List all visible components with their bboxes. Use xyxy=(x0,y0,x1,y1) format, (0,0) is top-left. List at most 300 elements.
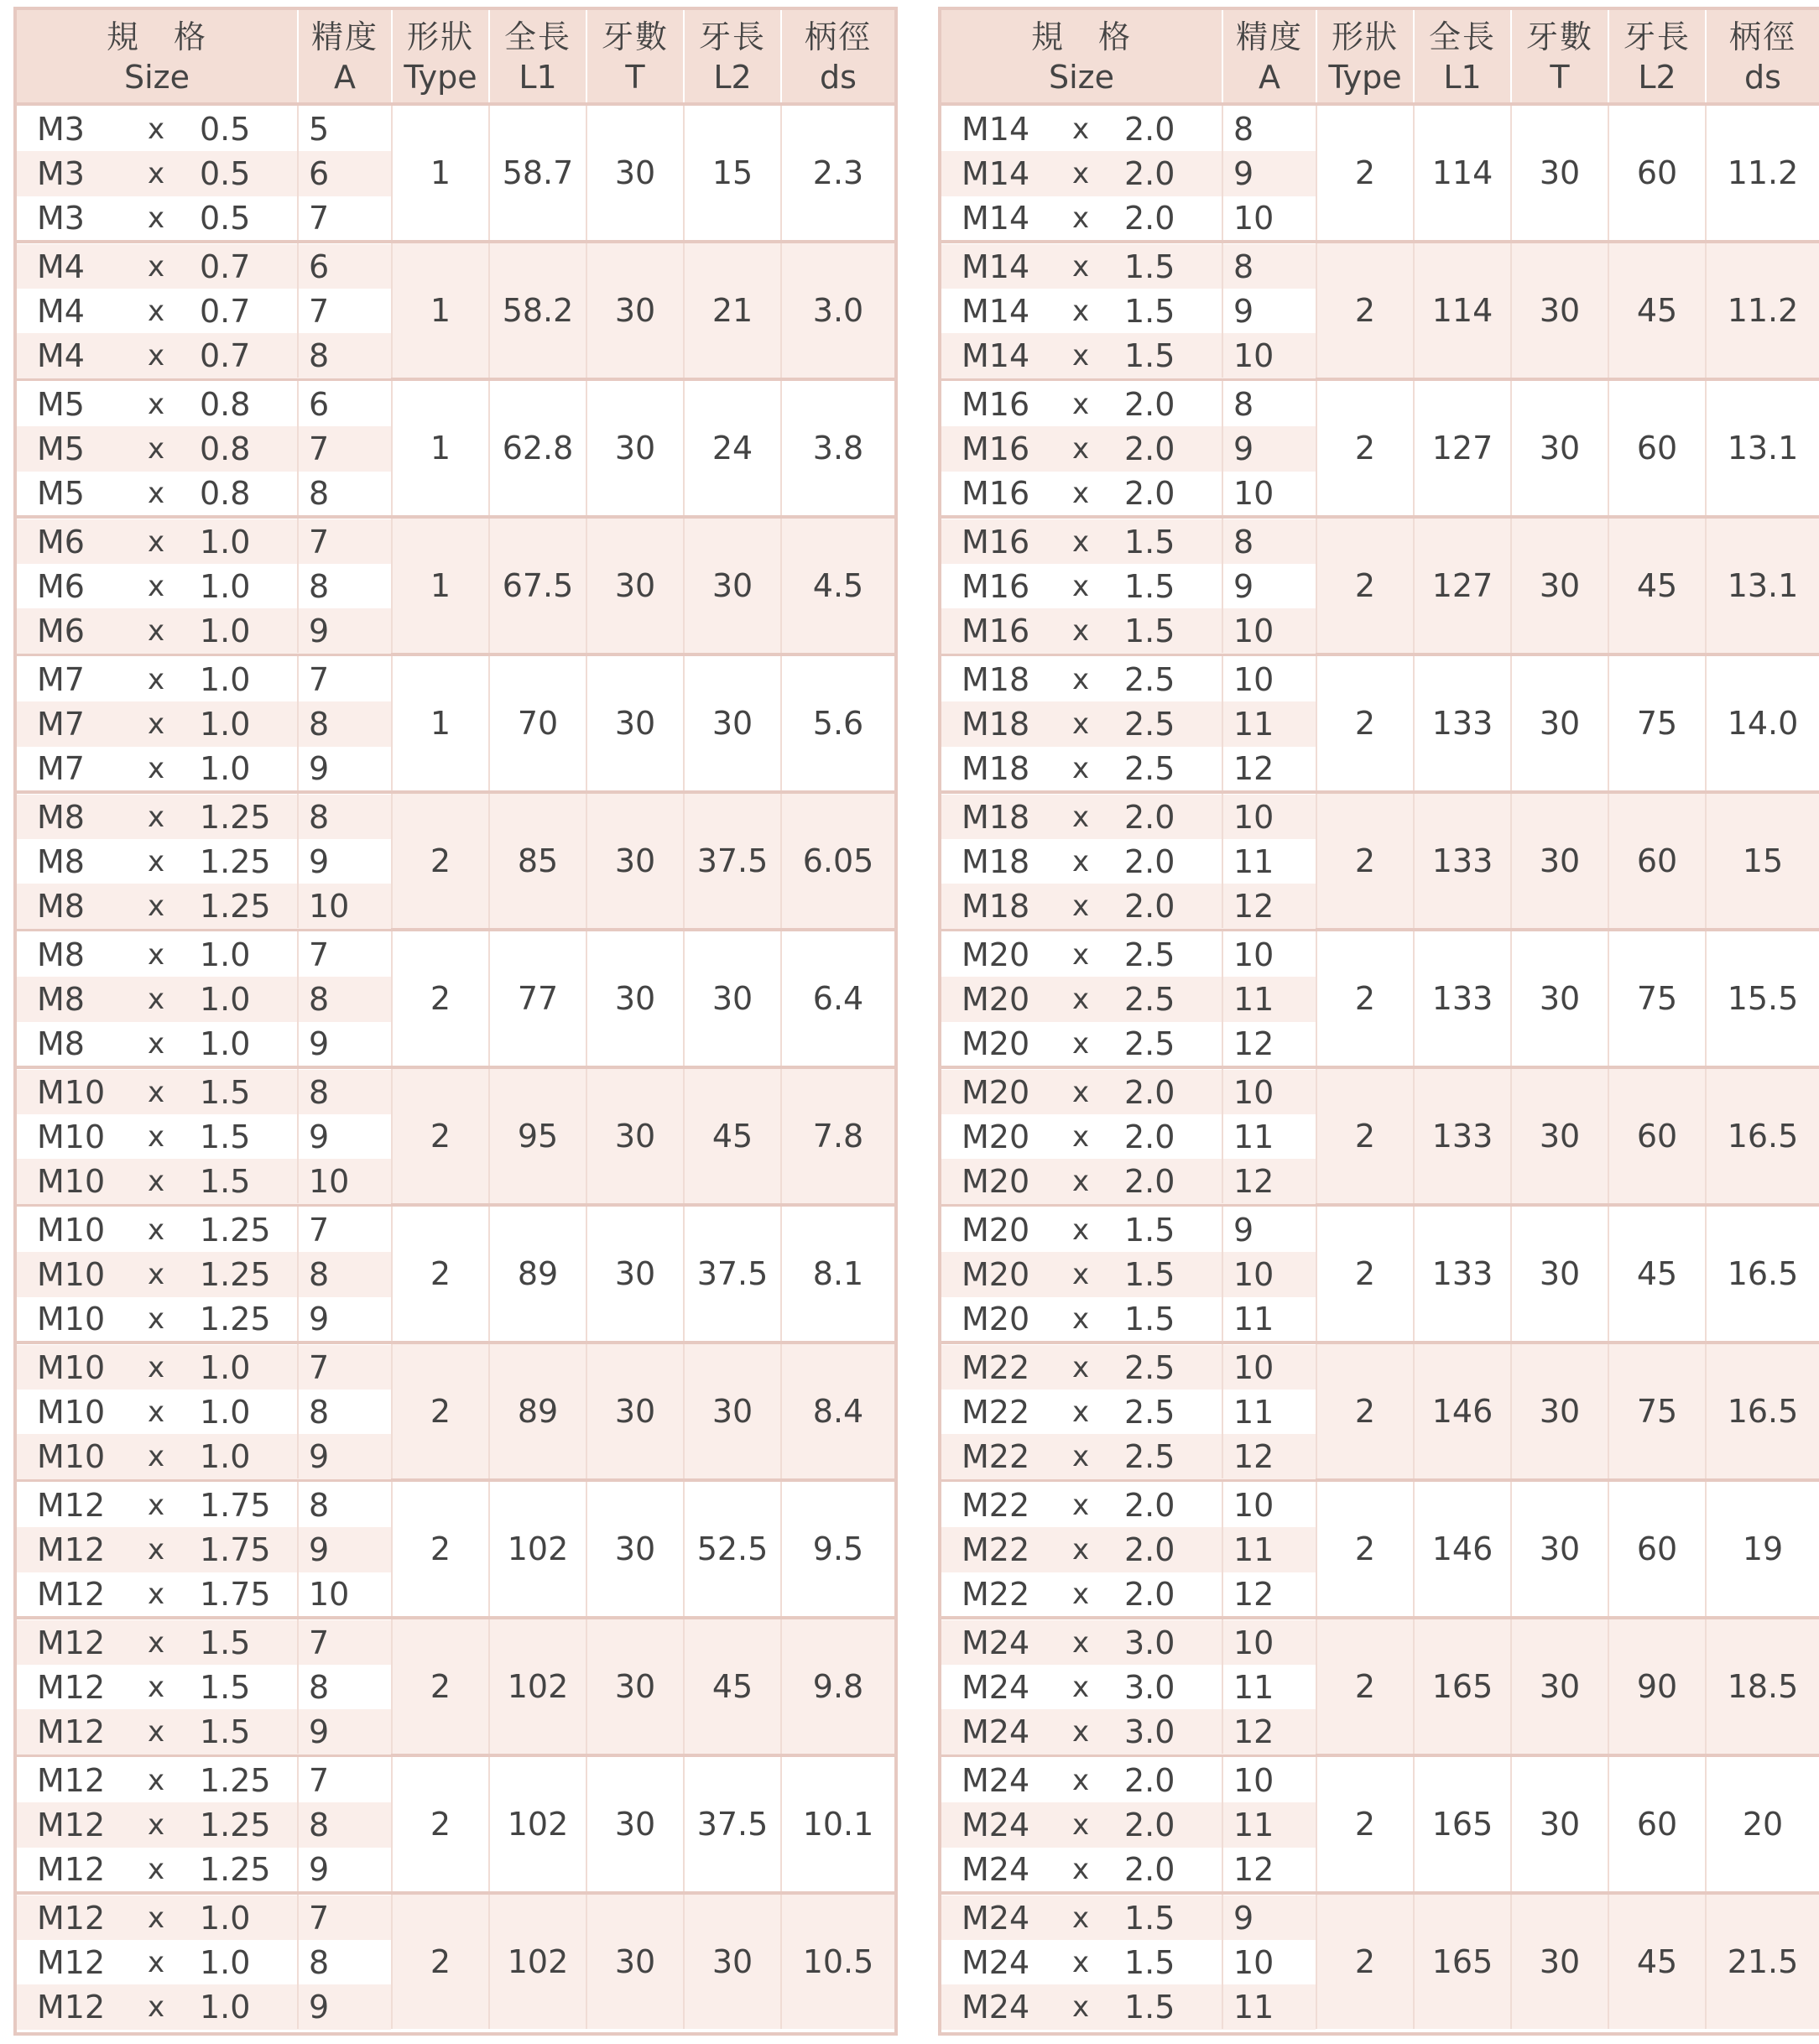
times-sign: x xyxy=(148,1577,165,1611)
times-sign: x xyxy=(1072,614,1090,648)
thread-pitch: 2.5 xyxy=(1124,1394,1175,1431)
table-row-group xyxy=(17,243,894,381)
accuracy-value: 11 xyxy=(1233,1807,1274,1843)
thread-size: M22 xyxy=(962,1531,1030,1568)
size-row xyxy=(17,1021,391,1066)
thread-size: M6 xyxy=(37,613,85,649)
type-cell: 2 xyxy=(1316,1482,1413,1616)
accuracy-value: 10 xyxy=(1233,1487,1274,1524)
accuracy-value: 7 xyxy=(309,1349,330,1386)
accuracy-value: 8 xyxy=(1233,386,1254,423)
thread-pitch: 1.0 xyxy=(200,936,251,973)
thread-size: M24 xyxy=(962,1944,1030,1981)
t-cell: 30 xyxy=(586,1482,683,1616)
times-sign: x xyxy=(148,1213,165,1247)
thread-size: M12 xyxy=(37,1531,106,1568)
l1-cell: 133 xyxy=(1413,656,1510,790)
thread-pitch: 0.7 xyxy=(200,337,251,374)
thread-size: M10 xyxy=(37,1256,106,1293)
thread-size: M14 xyxy=(962,155,1030,192)
ds-cell: 20 xyxy=(1705,1757,1819,1891)
thread-size: M12 xyxy=(37,1989,106,2026)
l2-cell: 60 xyxy=(1608,794,1705,928)
header-t: 牙數 T xyxy=(586,10,683,102)
accuracy-value: 9 xyxy=(1233,430,1254,467)
thread-pitch: 2.5 xyxy=(1124,1438,1175,1475)
size-row xyxy=(941,1620,1316,1666)
thread-size: M6 xyxy=(37,568,85,605)
size-row xyxy=(941,795,1316,840)
times-sign: x xyxy=(1072,570,1090,603)
thread-size: M22 xyxy=(962,1349,1030,1386)
thread-size: M22 xyxy=(962,1394,1030,1431)
header-l2: 牙長 L2 xyxy=(1608,10,1705,102)
type-cell: 2 xyxy=(391,1207,488,1341)
table-row-group xyxy=(941,519,1819,656)
t-cell: 30 xyxy=(1510,1207,1608,1341)
size-row xyxy=(17,1665,391,1710)
accuracy-value: 8 xyxy=(309,799,330,836)
times-sign: x xyxy=(1072,1808,1090,1842)
thread-pitch: 2.0 xyxy=(1124,1163,1175,1200)
accuracy-value: 12 xyxy=(1233,750,1274,787)
accuracy-value: 9 xyxy=(309,1989,330,2026)
accuracy-value: 12 xyxy=(1233,888,1274,925)
column-divider xyxy=(297,519,299,653)
times-sign: x xyxy=(148,983,165,1016)
times-sign: x xyxy=(148,1626,165,1660)
times-sign: x xyxy=(1072,1901,1090,1935)
t-cell: 30 xyxy=(1510,1619,1608,1754)
size-row xyxy=(941,1252,1316,1297)
thread-pitch: 1.25 xyxy=(200,843,271,880)
type-cell: 2 xyxy=(1316,1757,1413,1891)
table-row-group xyxy=(17,794,894,931)
times-sign: x xyxy=(1072,663,1090,696)
type-cell: 2 xyxy=(1316,1069,1413,1203)
times-sign: x xyxy=(1072,938,1090,972)
times-sign: x xyxy=(1072,339,1090,373)
size-row xyxy=(941,1483,1316,1528)
thread-pitch: 2.5 xyxy=(1124,1349,1175,1386)
thread-size: M4 xyxy=(37,248,85,285)
size-row xyxy=(941,1940,1316,1985)
accuracy-value: 8 xyxy=(309,568,330,605)
thread-pitch: 0.8 xyxy=(200,430,251,467)
thread-pitch: 2.0 xyxy=(1124,1762,1175,1799)
times-sign: x xyxy=(148,388,165,421)
ds-cell: 9.8 xyxy=(780,1619,894,1754)
t-cell: 30 xyxy=(586,1895,683,2029)
type-cell: 2 xyxy=(1316,519,1413,653)
accuracy-value: 9 xyxy=(1233,155,1254,192)
t-cell: 30 xyxy=(586,1344,683,1478)
accuracy-value: 6 xyxy=(309,155,330,192)
table-row-group xyxy=(941,794,1819,931)
times-sign: x xyxy=(148,1808,165,1842)
times-sign: x xyxy=(148,1395,165,1429)
l2-cell: 30 xyxy=(683,931,780,1066)
accuracy-value: 10 xyxy=(1233,799,1274,836)
thread-pitch: 2.0 xyxy=(1124,155,1175,192)
thread-size: M18 xyxy=(962,706,1030,743)
times-sign: x xyxy=(148,295,165,328)
size-row xyxy=(17,839,391,884)
l1-cell: 165 xyxy=(1413,1895,1510,2029)
l2-cell: 45 xyxy=(683,1619,780,1754)
size-row xyxy=(941,107,1316,152)
times-sign: x xyxy=(148,845,165,879)
column-divider xyxy=(1222,1895,1223,2029)
thread-size: M8 xyxy=(37,799,85,836)
ds-cell: 3.0 xyxy=(780,243,894,378)
ds-cell: 13.1 xyxy=(1705,519,1819,653)
thread-size: M12 xyxy=(37,1900,106,1937)
thread-size: M24 xyxy=(962,1851,1030,1888)
size-row xyxy=(941,701,1316,747)
thread-size: M22 xyxy=(962,1487,1030,1524)
l1-cell: 102 xyxy=(488,1482,586,1616)
thread-pitch: 1.0 xyxy=(200,1025,251,1062)
size-row xyxy=(941,839,1316,884)
times-sign: x xyxy=(148,1165,165,1198)
l2-cell: 30 xyxy=(683,656,780,790)
size-row xyxy=(17,657,391,702)
size-row xyxy=(17,564,391,609)
type-cell: 2 xyxy=(1316,794,1413,928)
thread-size: M16 xyxy=(962,568,1030,605)
l2-cell: 60 xyxy=(1608,106,1705,240)
thread-size: M8 xyxy=(37,843,85,880)
size-row xyxy=(941,932,1316,978)
size-row xyxy=(17,746,391,791)
thread-pitch: 0.8 xyxy=(200,475,251,512)
table-row-group xyxy=(941,1207,1819,1344)
times-sign: x xyxy=(1072,1213,1090,1247)
thread-size: M20 xyxy=(962,1074,1030,1111)
thread-size: M12 xyxy=(37,1624,106,1661)
thread-size: M12 xyxy=(37,1576,106,1613)
spec-table-right xyxy=(938,7,1819,2036)
thread-size: M8 xyxy=(37,1025,85,1062)
thread-size: M12 xyxy=(37,1487,106,1524)
accuracy-value: 9 xyxy=(309,1531,330,1568)
thread-pitch: 1.0 xyxy=(200,568,251,605)
accuracy-value: 10 xyxy=(1233,1349,1274,1386)
header-accuracy: 精度 A xyxy=(297,10,391,102)
thread-size: M24 xyxy=(962,1713,1030,1750)
thread-pitch: 1.0 xyxy=(200,1900,251,1937)
thread-size: M5 xyxy=(37,386,85,423)
type-cell: 2 xyxy=(1316,1344,1413,1478)
thread-pitch: 1.5 xyxy=(1124,1212,1175,1249)
accuracy-value: 7 xyxy=(309,430,330,467)
t-cell: 30 xyxy=(586,656,683,790)
ds-cell: 3.8 xyxy=(780,381,894,515)
l2-cell: 37.5 xyxy=(683,1757,780,1891)
thread-size: M10 xyxy=(37,1118,106,1155)
column-divider xyxy=(1222,106,1223,240)
thread-size: M16 xyxy=(962,613,1030,649)
column-divider xyxy=(1222,1757,1223,1891)
thread-pitch: 1.25 xyxy=(200,1212,271,1249)
table-row-group xyxy=(17,1344,894,1482)
times-sign: x xyxy=(148,477,165,510)
size-row xyxy=(17,426,391,472)
times-sign: x xyxy=(1072,1076,1090,1109)
thread-size: M24 xyxy=(962,1762,1030,1799)
thread-pitch: 2.0 xyxy=(1124,111,1175,148)
thread-pitch: 1.5 xyxy=(200,1118,251,1155)
t-cell: 30 xyxy=(586,1757,683,1891)
size-row xyxy=(17,244,391,289)
times-sign: x xyxy=(1072,1626,1090,1660)
size-row xyxy=(17,382,391,427)
times-sign: x xyxy=(1072,1946,1090,1979)
times-sign: x xyxy=(148,1946,165,1979)
column-divider xyxy=(1222,931,1223,1066)
column-divider xyxy=(297,794,299,928)
size-row xyxy=(941,1390,1316,1435)
times-sign: x xyxy=(1072,800,1090,834)
thread-pitch: 2.5 xyxy=(1124,936,1175,973)
thread-pitch: 1.0 xyxy=(200,661,251,698)
ds-cell: 4.5 xyxy=(780,519,894,653)
table-row-group xyxy=(941,1069,1819,1207)
thread-size: M20 xyxy=(962,1163,1030,1200)
accuracy-value: 9 xyxy=(1233,568,1254,605)
l1-cell: 58.2 xyxy=(488,243,586,378)
accuracy-value: 8 xyxy=(309,1394,330,1431)
accuracy-value: 8 xyxy=(1233,248,1254,285)
size-row xyxy=(941,1159,1316,1204)
size-row xyxy=(941,884,1316,929)
accuracy-value: 9 xyxy=(1233,1212,1254,1249)
column-divider xyxy=(297,931,299,1066)
thread-pitch: 1.0 xyxy=(200,524,251,561)
table-row-group xyxy=(17,519,894,656)
times-sign: x xyxy=(148,1489,165,1522)
type-cell: 2 xyxy=(391,1482,488,1616)
ds-cell: 15.5 xyxy=(1705,931,1819,1066)
size-row xyxy=(17,471,391,516)
type-cell: 2 xyxy=(391,794,488,928)
times-sign: x xyxy=(148,1901,165,1935)
accuracy-value: 11 xyxy=(1233,706,1274,743)
thread-size: M6 xyxy=(37,524,85,561)
times-sign: x xyxy=(148,1076,165,1109)
column-divider xyxy=(297,381,299,515)
header-l2: 牙長 L2 xyxy=(683,10,780,102)
header-t: 牙數 T xyxy=(1510,10,1608,102)
times-sign: x xyxy=(148,800,165,834)
size-row xyxy=(17,1572,391,1617)
l2-cell: 45 xyxy=(1608,243,1705,378)
accuracy-value: 7 xyxy=(309,1624,330,1661)
l1-cell: 146 xyxy=(1413,1482,1510,1616)
size-row xyxy=(17,519,391,565)
thread-pitch: 2.5 xyxy=(1124,661,1175,698)
accuracy-value: 8 xyxy=(309,1256,330,1293)
accuracy-value: 11 xyxy=(1233,1394,1274,1431)
thread-pitch: 1.5 xyxy=(1124,1989,1175,2026)
thread-pitch: 2.0 xyxy=(1124,386,1175,423)
ds-cell: 15 xyxy=(1705,794,1819,928)
accuracy-value: 9 xyxy=(309,1301,330,1337)
thread-size: M14 xyxy=(962,248,1030,285)
times-sign: x xyxy=(148,1440,165,1473)
thread-pitch: 2.0 xyxy=(1124,843,1175,880)
table-row-group xyxy=(17,1895,894,2032)
l1-cell: 102 xyxy=(488,1619,586,1754)
times-sign: x xyxy=(1072,1440,1090,1473)
type-cell: 2 xyxy=(1316,106,1413,240)
times-sign: x xyxy=(148,1120,165,1154)
accuracy-value: 12 xyxy=(1233,1438,1274,1475)
accuracy-value: 11 xyxy=(1233,981,1274,1018)
column-divider xyxy=(297,656,299,790)
table-row-group xyxy=(17,1482,894,1619)
thread-size: M20 xyxy=(962,1301,1030,1337)
accuracy-value: 9 xyxy=(1233,1900,1254,1937)
thread-pitch: 1.0 xyxy=(200,1989,251,2026)
column-divider xyxy=(297,1619,299,1754)
t-cell: 30 xyxy=(1510,656,1608,790)
ds-cell: 2.3 xyxy=(780,106,894,240)
thread-size: M12 xyxy=(37,1713,106,1750)
accuracy-value: 9 xyxy=(309,1118,330,1155)
l1-cell: 58.7 xyxy=(488,106,586,240)
type-cell: 2 xyxy=(391,1619,488,1754)
type-cell: 1 xyxy=(391,656,488,790)
thread-size: M12 xyxy=(37,1669,106,1706)
size-row xyxy=(17,1483,391,1528)
thread-pitch: 0.7 xyxy=(200,248,251,285)
t-cell: 30 xyxy=(1510,1482,1608,1616)
l1-cell: 114 xyxy=(1413,106,1510,240)
header-type: 形狀 Type xyxy=(391,10,488,102)
accuracy-value: 10 xyxy=(1233,337,1274,374)
l1-cell: 127 xyxy=(1413,381,1510,515)
size-row xyxy=(941,746,1316,791)
thread-pitch: 2.0 xyxy=(1124,888,1175,925)
thread-pitch: 0.5 xyxy=(200,155,251,192)
thread-size: M10 xyxy=(37,1438,106,1475)
column-divider xyxy=(297,1207,299,1341)
times-sign: x xyxy=(1072,1395,1090,1429)
table-row-group xyxy=(941,1619,1819,1757)
l2-cell: 45 xyxy=(1608,1895,1705,2029)
table-row-group xyxy=(17,1757,894,1895)
ds-cell: 5.6 xyxy=(780,656,894,790)
thread-pitch: 1.25 xyxy=(200,1807,271,1843)
t-cell: 30 xyxy=(1510,1895,1608,2029)
thread-size: M24 xyxy=(962,1989,1030,2026)
times-sign: x xyxy=(1072,889,1090,923)
ds-cell: 19 xyxy=(1705,1482,1819,1616)
l2-cell: 75 xyxy=(1608,656,1705,790)
header-ds: 柄徑 ds xyxy=(780,10,894,102)
l1-cell: 102 xyxy=(488,1757,586,1891)
accuracy-value: 10 xyxy=(1233,661,1274,698)
times-sign: x xyxy=(148,1533,165,1567)
table-row-group xyxy=(17,106,894,243)
ds-cell: 21.5 xyxy=(1705,1895,1819,2029)
size-row xyxy=(941,564,1316,609)
accuracy-value: 10 xyxy=(1233,1624,1274,1661)
accuracy-value: 8 xyxy=(309,1807,330,1843)
table-row-group xyxy=(941,931,1819,1069)
times-sign: x xyxy=(148,1715,165,1749)
thread-pitch: 1.5 xyxy=(1124,568,1175,605)
l1-cell: 114 xyxy=(1413,243,1510,378)
accuracy-value: 7 xyxy=(309,524,330,561)
accuracy-value: 11 xyxy=(1233,1989,1274,2026)
table-row-group xyxy=(941,1482,1819,1619)
thread-size: M20 xyxy=(962,1025,1030,1062)
size-row xyxy=(17,1159,391,1204)
size-row xyxy=(941,1434,1316,1479)
thread-pitch: 0.7 xyxy=(200,293,251,330)
thread-size: M14 xyxy=(962,111,1030,148)
times-sign: x xyxy=(1072,1302,1090,1336)
size-row xyxy=(17,701,391,747)
l1-cell: 89 xyxy=(488,1344,586,1478)
size-row xyxy=(17,884,391,929)
header-accuracy: 精度 A xyxy=(1222,10,1316,102)
thread-pitch: 1.0 xyxy=(200,1394,251,1431)
thread-size: M7 xyxy=(37,706,85,743)
times-sign: x xyxy=(1072,477,1090,510)
times-sign: x xyxy=(148,889,165,923)
thread-pitch: 2.0 xyxy=(1124,1576,1175,1613)
thread-pitch: 3.0 xyxy=(1124,1669,1175,1706)
accuracy-value: 8 xyxy=(309,337,330,374)
accuracy-value: 10 xyxy=(309,1163,350,1200)
size-row xyxy=(17,1984,391,2030)
thread-pitch: 1.5 xyxy=(200,1074,251,1111)
size-row xyxy=(17,1114,391,1160)
l2-cell: 90 xyxy=(1608,1619,1705,1754)
table-row-group xyxy=(17,931,894,1069)
header-size: 規 格 Size xyxy=(106,18,207,96)
thread-pitch: 0.5 xyxy=(200,111,251,148)
times-sign: x xyxy=(1072,1533,1090,1567)
times-sign: x xyxy=(148,201,165,235)
accuracy-value: 8 xyxy=(1233,111,1254,148)
column-divider xyxy=(1222,1344,1223,1478)
l2-cell: 75 xyxy=(1608,1344,1705,1478)
t-cell: 30 xyxy=(586,1069,683,1203)
size-row xyxy=(941,1114,1316,1160)
times-sign: x xyxy=(1072,432,1090,466)
times-sign: x xyxy=(148,1853,165,1886)
times-sign: x xyxy=(1072,707,1090,741)
size-row xyxy=(941,1021,1316,1066)
thread-pitch: 2.5 xyxy=(1124,750,1175,787)
size-row xyxy=(941,1296,1316,1342)
table-row-group xyxy=(17,1207,894,1344)
table-row-group xyxy=(941,1344,1819,1482)
times-sign: x xyxy=(148,752,165,785)
type-cell: 2 xyxy=(1316,656,1413,790)
times-sign: x xyxy=(1072,1764,1090,1797)
thread-size: M16 xyxy=(962,475,1030,512)
accuracy-value: 7 xyxy=(309,1762,330,1799)
table-row-group xyxy=(941,106,1819,243)
table-row-group xyxy=(941,243,1819,381)
column-divider xyxy=(297,1344,299,1478)
